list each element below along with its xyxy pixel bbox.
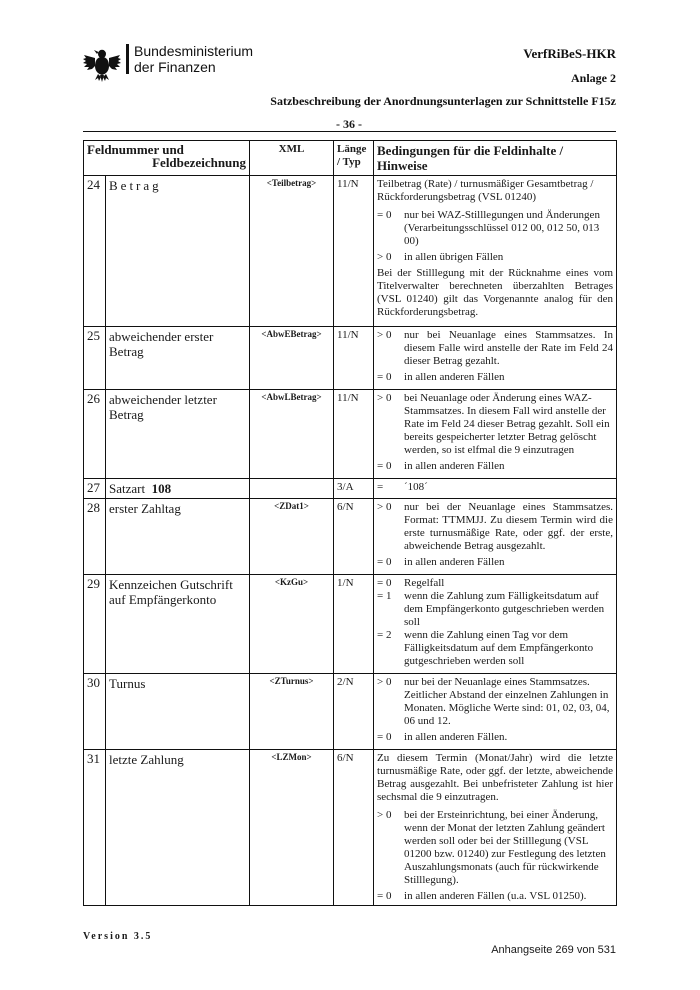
condition-item — [377, 890, 613, 903]
condition-text: nur bei der Neuanlage eines Stammsatzes. Zeitlicher Abstand der einzelnen Zahlungen in Monaten. Mögliche Werte sind: 01, 02, 03, 04, 06 und 12. — [404, 676, 610, 727]
condition-note: Bei der Stilllegung mit der Rücknahme eines vom Titelverwalter berechneten überzahlten Betrages (VSL 01240) gilt das Vorgenannte analog für den Rückforderungsbetrag. — [377, 267, 613, 318]
header-field — [84, 141, 250, 176]
header-xml: XML — [250, 141, 334, 176]
field-xml-tag: <LZMon> — [250, 750, 334, 906]
condition-text: in allen anderen Fällen — [404, 371, 505, 383]
condition-intro: Zu diesem Termin (Monat/Jahr) wird die letzte turnusmäßige Rate, oder ggf. der letzte, abweichende Betrag ausgezahlt. Bei unbefristeter Zahlung ist hier sechsmal die 9 einzutragen. — [377, 752, 613, 803]
table-row — [84, 575, 617, 674]
field-name: Turnus — [106, 674, 250, 750]
ministry-name-line2: der Finanzen — [134, 59, 216, 75]
condition-item — [377, 371, 613, 384]
federal-eagle-icon — [82, 43, 122, 83]
field-length: 11/N — [334, 390, 374, 479]
field-name: Kennzeichen Gutschrift auf Empfängerkonto — [106, 575, 250, 674]
table-row — [84, 750, 617, 906]
field-length: 6/N — [334, 750, 374, 906]
header-length-line1: Länge — [337, 143, 367, 155]
field-spec-table — [83, 140, 617, 906]
condition-text: bei der Ersteinrichtung, bei einer Änderung, wenn der Monat der letzten Zahlung geändert werden soll oder bei der Stilllegung (VSL 01200 bzw. 01240) zur Festlegung des letzten Auszahlungsmonats (auch für rückwirkende Stilllegung). — [404, 809, 606, 886]
condition-operator: > 0 — [377, 251, 392, 263]
field-conditions — [374, 327, 617, 390]
field-length: 1/N — [334, 575, 374, 674]
header-conditions — [374, 141, 617, 176]
condition-item — [377, 590, 613, 629]
condition-item — [377, 731, 613, 744]
header-field-line2: Feldbezeichnung — [152, 155, 247, 170]
condition-text: in allen anderen Fällen. — [404, 731, 508, 743]
field-length: 6/N — [334, 499, 374, 575]
field-name: abweichender erster Betrag — [106, 327, 250, 390]
condition-text: in allen übrigen Fällen — [404, 251, 504, 263]
field-length: 11/N — [334, 176, 374, 327]
ministry-name-line1: Bundesministerium — [134, 43, 254, 59]
field-number: 28 — [84, 499, 106, 575]
field-name-text: Betrag — [109, 178, 162, 193]
field-xml-tag: <KzGu> — [250, 575, 334, 674]
table-row — [84, 479, 617, 499]
condition-operator: > 0 — [377, 392, 392, 404]
condition-operator: > 0 — [377, 809, 392, 821]
header-rule — [83, 131, 616, 132]
condition-item — [377, 629, 613, 668]
field-xml-tag: <ZTurnus> — [250, 674, 334, 750]
field-number: 24 — [84, 176, 106, 327]
page-number: - 36 - — [336, 117, 362, 131]
table-row — [84, 176, 617, 327]
field-number: 31 — [84, 750, 106, 906]
field-length: 3/A — [334, 479, 374, 499]
field-number: 26 — [84, 390, 106, 479]
condition-text: wenn die Zahlung zum Fälligkeitsdatum auf dem Empfängerkonto gutgeschrieben werden soll — [404, 590, 605, 628]
field-xml-tag — [250, 479, 334, 499]
condition-text: bei Neuanlage oder Änderung eines WAZ-Stammsatzes. In diesem Fall wird anstelle der Rate im Feld 24 dieser Betrag gezahlt. Soll ein bereits gespeicherter letzter Betrag gelöscht werden, so ist elfmal die 9 einzutragen — [404, 392, 610, 456]
field-number: 30 — [84, 674, 106, 750]
field-name: erster Zahltag — [106, 499, 250, 575]
condition-intro: Teilbetrag (Rate) / turnusmäßiger Gesamtbetrag / Rückforderungsbetrag (VSL 01240) — [377, 178, 594, 203]
condition-item — [377, 460, 613, 473]
field-conditions — [374, 575, 617, 674]
condition-operator: = — [377, 481, 384, 493]
field-name — [106, 176, 250, 327]
field-xml-tag: <Teilbetrag> — [250, 176, 334, 327]
field-number: 27 — [84, 479, 106, 499]
header-length-line2: / Typ — [337, 156, 361, 168]
condition-text: ´108´ — [404, 481, 428, 493]
header-field-line1: Feldnummer und — [87, 142, 184, 157]
condition-item — [377, 676, 613, 728]
table-row — [84, 674, 617, 750]
condition-item — [377, 209, 613, 248]
field-conditions — [374, 499, 617, 575]
annex-label: Anlage 2 — [571, 71, 616, 85]
condition-text: nur bei Neuanlage eines Stammsatzes. In diesem Falle wird anstelle der Rate im Feld 24 dieser Betrag gezahlt. — [404, 329, 613, 367]
field-conditions — [374, 390, 617, 479]
header-length — [334, 141, 374, 176]
condition-operator: = 0 — [377, 371, 392, 383]
condition-text: wenn die Zahlung einen Tag vor dem Fälligkeitsdatum auf dem Empfängerkonto gutgeschrieben werden soll — [404, 629, 594, 667]
condition-operator: = 0 — [377, 890, 392, 902]
condition-operator: = 0 — [377, 731, 392, 743]
condition-text: in allen anderen Fällen (u.a. VSL 01250). — [404, 890, 587, 902]
condition-operator: = 0 — [377, 577, 392, 589]
condition-text: nur bei WAZ-Stilllegungen und Änderungen (Verarbeitungsschlüssel 012 00, 012 50, 013 00) — [404, 209, 600, 247]
field-number: 29 — [84, 575, 106, 674]
field-conditions — [374, 674, 617, 750]
field-number: 25 — [84, 327, 106, 390]
header-conditions-line1: Bedingungen für die Feldinhalte / — [377, 143, 564, 158]
condition-operator: = 0 — [377, 460, 392, 472]
header-conditions-line2: Hinweise — [377, 158, 428, 173]
field-xml-tag: <AbwEBetrag> — [250, 327, 334, 390]
condition-item — [377, 556, 613, 569]
condition-operator: = 0 — [377, 209, 392, 221]
field-name — [106, 479, 250, 499]
field-length: 2/N — [334, 674, 374, 750]
condition-text: nur bei der Neuanlage eines Stammsatzes. Format: TTMMJJ. Zu diesem Termin wird die erste turnusmäßige Rate, oder ggf. der erste, abweichende Betrag ausgezahlt. — [404, 501, 613, 552]
record-type-value: 108 — [151, 481, 172, 496]
condition-item — [377, 329, 613, 368]
appendix-page-info: Anhangseite 269 von 531 — [491, 944, 616, 956]
ministry-logo — [82, 43, 362, 83]
table-row — [84, 327, 617, 390]
condition-text: in allen anderen Fällen — [404, 460, 505, 472]
document-code: VerfRiBeS-HKR — [523, 46, 616, 61]
logo-divider — [126, 44, 129, 74]
condition-item — [377, 251, 613, 264]
document-subtitle: Satzbeschreibung der Anordnungsunterlagen zur Schnittstelle F15z — [270, 94, 616, 108]
condition-operator: > 0 — [377, 676, 392, 688]
condition-item — [377, 501, 613, 553]
ministry-name — [134, 43, 253, 75]
field-name: letzte Zahlung — [106, 750, 250, 906]
field-conditions — [374, 176, 617, 327]
condition-text: in allen anderen Fällen — [404, 556, 505, 568]
condition-text: Regelfall — [404, 577, 445, 589]
field-conditions — [374, 750, 617, 906]
condition-item — [377, 809, 613, 887]
field-xml-tag: <ZDat1> — [250, 499, 334, 575]
field-xml-tag: <AbwLBetrag> — [250, 390, 334, 479]
condition-item — [377, 577, 613, 590]
version-label: Version 3.5 — [83, 931, 153, 942]
condition-operator: > 0 — [377, 329, 392, 341]
condition-operator: = 0 — [377, 556, 392, 568]
field-conditions — [374, 479, 617, 499]
condition-operator: = 1 — [377, 590, 392, 602]
table-row — [84, 390, 617, 479]
condition-operator: = 2 — [377, 629, 392, 641]
condition-operator: > 0 — [377, 501, 392, 513]
table-row — [84, 499, 617, 575]
table-header-row — [84, 141, 617, 176]
condition-item — [377, 392, 613, 457]
condition-item — [377, 481, 613, 494]
field-name-text: Satzart — [109, 481, 146, 496]
field-length: 11/N — [334, 327, 374, 390]
field-name: abweichender letzter Betrag — [106, 390, 250, 479]
